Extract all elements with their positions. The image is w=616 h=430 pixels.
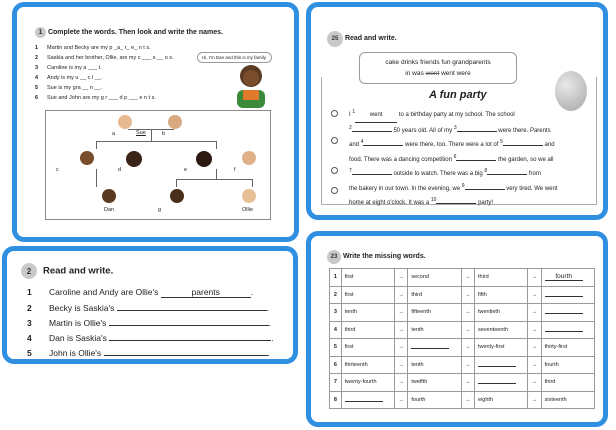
word-cell: fifteenth: [408, 304, 461, 322]
word-cell[interactable]: [475, 356, 528, 374]
line-number: 1: [35, 45, 39, 51]
arrow-icon: →: [461, 269, 474, 287]
row-number: 1: [330, 269, 342, 287]
row-number: 8: [330, 391, 342, 409]
arrow-icon: →: [395, 374, 408, 392]
boy-illustration: [229, 62, 273, 108]
word-cell: fifth: [475, 286, 528, 304]
answer-blank[interactable]: [503, 139, 543, 146]
word-cell: tenth: [408, 321, 461, 339]
ollie-face: [242, 189, 256, 203]
exercise-line: [35, 45, 151, 51]
arrow-icon: →: [395, 304, 408, 322]
word-cell: twenty-fourth: [341, 374, 394, 392]
label-a: a: [112, 131, 116, 137]
worksheet-family-words: [12, 2, 299, 242]
grandmother-face: [118, 115, 132, 129]
word-bank-row: cake drinks friends fun grandparents: [385, 59, 491, 66]
aunt-face: [80, 151, 94, 165]
word-bank-row: in was went went were: [405, 70, 471, 77]
label-f: f: [234, 167, 236, 173]
table-row: [330, 269, 595, 287]
table-row: [330, 391, 595, 409]
answer-blank[interactable]: [545, 326, 583, 332]
exercise-title: [327, 31, 397, 47]
arrow-icon: →: [461, 374, 474, 392]
table-row: [330, 356, 595, 374]
arrow-icon: →: [395, 391, 408, 409]
label-dan: Dan: [104, 207, 115, 213]
line-text: Sue and John are my g r ___ d p ___ e n t s.: [47, 95, 156, 101]
word-cell: twenty-first: [475, 339, 528, 357]
word-cell[interactable]: [541, 321, 594, 339]
answer-field[interactable]: [109, 317, 269, 326]
row-number: 5: [330, 339, 342, 357]
row-number: 2: [330, 286, 342, 304]
exercise-title-text: Write the missing words.: [342, 253, 426, 260]
answer-blank[interactable]: [545, 308, 583, 314]
word-cell: third: [475, 269, 528, 287]
line-number: 6: [35, 95, 39, 101]
arrow-icon: →: [528, 304, 541, 322]
word-cell[interactable]: [541, 269, 594, 287]
arrow-icon: →: [461, 304, 474, 322]
father-face: [196, 151, 212, 167]
answer-blank[interactable]: [411, 343, 449, 349]
arrow-icon: →: [528, 321, 541, 339]
exercise-title: [35, 27, 223, 38]
exercise-line: [35, 65, 102, 71]
arrow-icon: →: [461, 356, 474, 374]
answer-blank[interactable]: [478, 361, 516, 367]
word-cell: third: [408, 286, 461, 304]
word-cell: twentieth: [475, 304, 528, 322]
exercise-line: [35, 85, 102, 91]
speech-bubble: Hi, I'm Dan and this is my family.: [197, 52, 272, 63]
exercise-title-text: Read and write.: [43, 265, 114, 277]
exercise-line: [35, 95, 156, 101]
arrow-icon: →: [395, 356, 408, 374]
word-cell: first: [341, 286, 394, 304]
answer-blank[interactable]: [465, 183, 505, 190]
word-cell[interactable]: [341, 391, 394, 409]
answer-blank[interactable]: [545, 291, 583, 297]
word-cell: seventeenth: [475, 321, 528, 339]
dan-face: [102, 189, 116, 203]
sentence: 3 Martin is Ollie's .: [27, 318, 272, 328]
answer-blank[interactable]: [436, 197, 476, 204]
arrow-icon: →: [528, 286, 541, 304]
label-d: d: [118, 167, 122, 173]
answer-blank[interactable]: [345, 396, 383, 402]
line-number: 3: [35, 65, 39, 71]
arrow-icon: →: [528, 339, 541, 357]
word-cell: twelfth: [408, 374, 461, 392]
word-cell[interactable]: [475, 374, 528, 392]
exercise-number-badge: 2: [21, 263, 37, 279]
cousin-face: [170, 189, 184, 203]
word-cell[interactable]: [541, 286, 594, 304]
sentence: 4 Dan is Saskia's .: [27, 333, 274, 343]
struck-word: went: [425, 70, 440, 77]
exercise-title-text: Complete the words. Then look and write the names.: [47, 29, 223, 36]
arrow-icon: →: [461, 321, 474, 339]
exercise-number-badge: 23: [327, 250, 341, 264]
word-cell: first: [341, 339, 394, 357]
word-cell: tenth: [341, 304, 394, 322]
row-number: 7: [330, 374, 342, 392]
grandfather-face: [168, 115, 182, 129]
answer-went[interactable]: went: [355, 110, 397, 123]
line-text: Saskia and her brother, Ollie, are my c ___ s __ o s.: [47, 55, 174, 61]
word-cell[interactable]: [408, 339, 461, 357]
exercise-title: [327, 250, 426, 264]
sentence: 5 John is Ollie's .: [27, 348, 270, 358]
table-row: [330, 339, 595, 357]
exercise-number-badge: 25: [327, 31, 343, 47]
label-g: g: [158, 207, 162, 213]
line-text: Martin and Becky are my p _a_ r_ e_ n t s.: [47, 45, 151, 51]
table-row: [330, 321, 595, 339]
word-cell: fourth: [408, 391, 461, 409]
exercise-title-text: Read and write.: [344, 35, 397, 42]
answer-blank[interactable]: [363, 139, 403, 146]
table-row: [330, 304, 595, 322]
word-cell: second: [408, 269, 461, 287]
answer-blank[interactable]: [352, 168, 392, 175]
line-text: Sue is my gra __ n __.: [47, 85, 103, 91]
exercise-number-badge: 1: [35, 27, 46, 38]
ring-hole-icon: [331, 110, 338, 117]
arrow-icon: →: [395, 269, 408, 287]
arrow-icon: →: [528, 269, 541, 287]
arrow-icon: →: [395, 321, 408, 339]
arrow-icon: →: [461, 339, 474, 357]
line-text: Andy is my u __ c l __.: [47, 75, 103, 81]
word-cell: third: [341, 321, 394, 339]
label-c: c: [56, 167, 59, 173]
word-cell: sixteenth: [541, 391, 594, 409]
row-number: 3: [330, 304, 342, 322]
word-cell: third: [541, 374, 594, 392]
row-number: 6: [330, 356, 342, 374]
mother-face: [126, 151, 142, 167]
ring-hole-icon: [331, 137, 338, 144]
arrow-icon: →: [395, 339, 408, 357]
story-text: I $^1$ went to a birthday party at my school. The school $^2$ 50 years old. All of my $^3$ were there. Parents and $^4$ were there, too. There were a lot of $^5$ and food. There was a dancing competition $^6$ the garden, so we all $^7$ outside to watch. There was a big $^8$ from the bakery in our town. In the evening, we $^9$ very tired. We went home at eight o'clock. It was a $^{10}$ party!: [349, 109, 558, 206]
word-cell: thirty-first: [541, 339, 594, 357]
exercise-line: [35, 55, 174, 61]
label-sue: Sue: [136, 130, 146, 136]
line-number: 5: [35, 85, 39, 91]
sentence: 1 Caroline and Andy are Ollie's parents .: [27, 287, 254, 297]
answer-blank[interactable]: [478, 378, 516, 384]
arrow-icon: →: [395, 286, 408, 304]
ring-hole-icon: [331, 167, 338, 174]
answer-field[interactable]: [104, 347, 268, 356]
label-ollie: Ollie: [242, 207, 254, 213]
answer-blank[interactable]: [456, 154, 496, 161]
sentence: 2 Becky is Saskia's .: [27, 303, 270, 313]
ordinals-table: [329, 268, 595, 409]
exercise-line: [35, 75, 102, 81]
answer-blank[interactable]: [457, 125, 497, 132]
answer-field[interactable]: [109, 332, 271, 341]
worksheet-fun-party: [306, 2, 608, 220]
word-cell: tenth: [408, 356, 461, 374]
answer-blank[interactable]: fourth: [545, 273, 583, 281]
answer-field[interactable]: [117, 302, 267, 311]
arrow-icon: →: [528, 374, 541, 392]
balloon-icon: [555, 71, 587, 111]
table-row: [330, 286, 595, 304]
line-number: 2: [35, 55, 39, 61]
answer-field[interactable]: parents: [161, 287, 251, 298]
arrow-icon: →: [461, 391, 474, 409]
table-row: [330, 374, 595, 392]
word-cell: thirteenth: [341, 356, 394, 374]
uncle-face: [242, 151, 256, 165]
label-b: b: [162, 131, 166, 137]
family-tree: [45, 110, 271, 220]
ring-hole-icon: [331, 187, 338, 194]
row-number: 4: [330, 321, 342, 339]
answer-blank[interactable]: [487, 168, 527, 175]
word-cell: eighth: [475, 391, 528, 409]
worksheet-missing-words: [306, 231, 608, 427]
story-title: A fun party: [429, 89, 487, 101]
word-cell: first: [341, 269, 394, 287]
line-text: Caroline is my a ___ t.: [47, 65, 102, 71]
answer-blank[interactable]: [352, 125, 392, 132]
arrow-icon: →: [528, 356, 541, 374]
worksheet-read-write: [2, 246, 298, 364]
line-number: 4: [35, 75, 39, 81]
arrow-icon: →: [461, 286, 474, 304]
exercise-title: [21, 263, 113, 279]
word-cell[interactable]: [541, 304, 594, 322]
arrow-icon: →: [528, 391, 541, 409]
word-cell: fourth: [541, 356, 594, 374]
label-e: e: [184, 167, 188, 173]
